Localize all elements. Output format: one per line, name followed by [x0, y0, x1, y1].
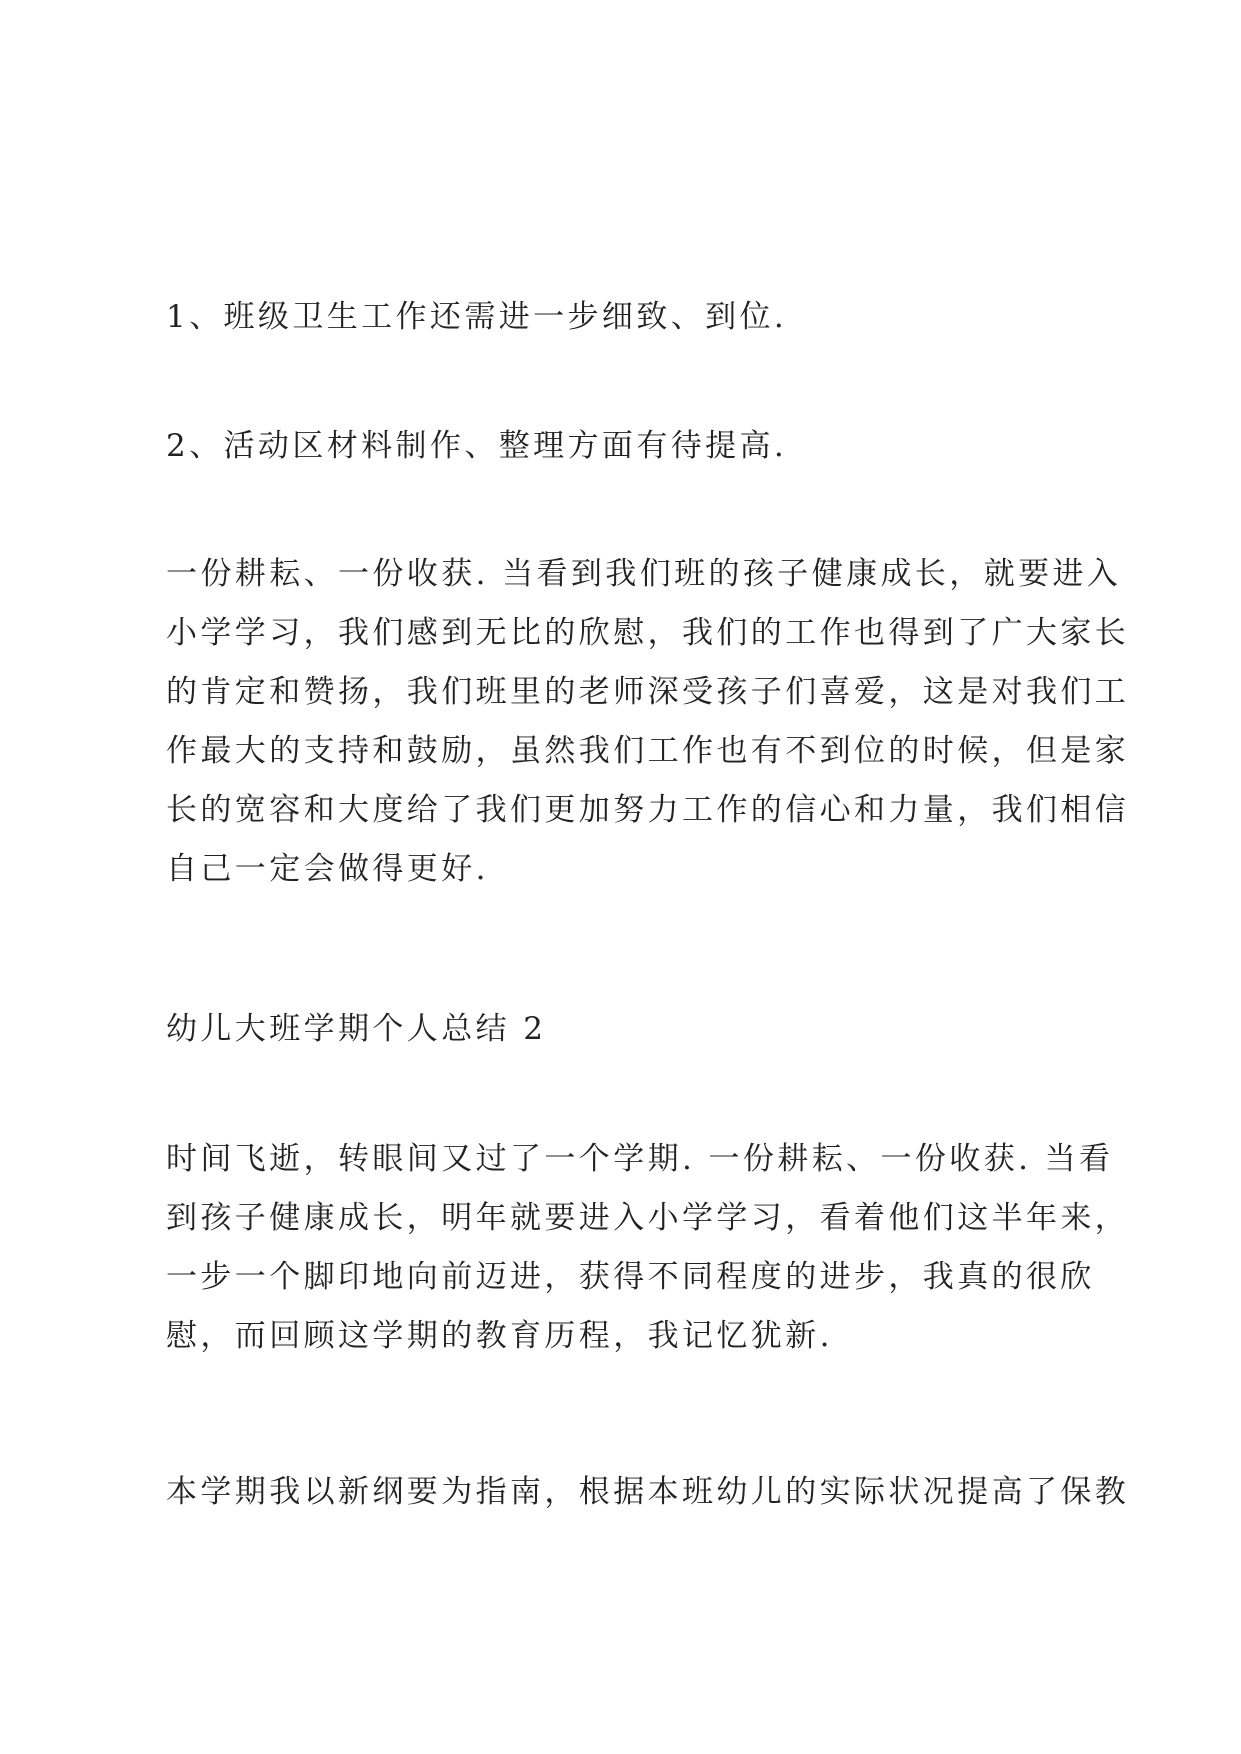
text-line: 时间飞逝，转眼间又过了一个学期. 一份耕耘、一份收获. 当看 — [166, 1141, 1114, 1177]
closing-paragraph — [166, 1463, 1130, 1522]
reflection-paragraph — [166, 545, 1130, 899]
text-line: 慰，而回顾这学期的教育历程，我记忆犹新. — [166, 1318, 833, 1354]
text-line: 到孩子健康成长，明年就要进入小学学习，看着他们这半年来， — [166, 1200, 1130, 1236]
text-line: 2、活动区材料制作、整理方面有待提高. — [166, 428, 788, 464]
heading-text: 幼儿大班学期个人总结 2 — [166, 1011, 547, 1047]
section-heading — [166, 1000, 1096, 1059]
text-line: 长的宽容和大度给了我们更加努力工作的信心和力量，我们相信 — [166, 792, 1130, 828]
improvement-item-1 — [166, 288, 1096, 347]
text-line: 一份耕耘、一份收获. 当看到我们班的孩子健康成长，就要进入 — [166, 556, 1122, 592]
text-line: 自己一定会做得更好. — [166, 851, 489, 887]
text-line: 1、班级卫生工作还需进一步细致、到位. — [166, 299, 788, 335]
intro-paragraph — [166, 1130, 1130, 1366]
text-line: 作最大的支持和鼓励，虽然我们工作也有不到位的时候，但是家 — [166, 733, 1130, 769]
improvement-item-2 — [166, 417, 1096, 476]
text-line: 小学学习，我们感到无比的欣慰，我们的工作也得到了广大家长 — [166, 615, 1130, 651]
text-line: 的肯定和赞扬，我们班里的老师深受孩子们喜爱，这是对我们工 — [166, 674, 1130, 710]
text-line: 本学期我以新纲要为指南，根据本班幼儿的实际状况提高了保教 — [166, 1474, 1130, 1510]
text-line: 一步一个脚印地向前迈进，获得不同程度的进步，我真的很欣 — [166, 1259, 1095, 1295]
